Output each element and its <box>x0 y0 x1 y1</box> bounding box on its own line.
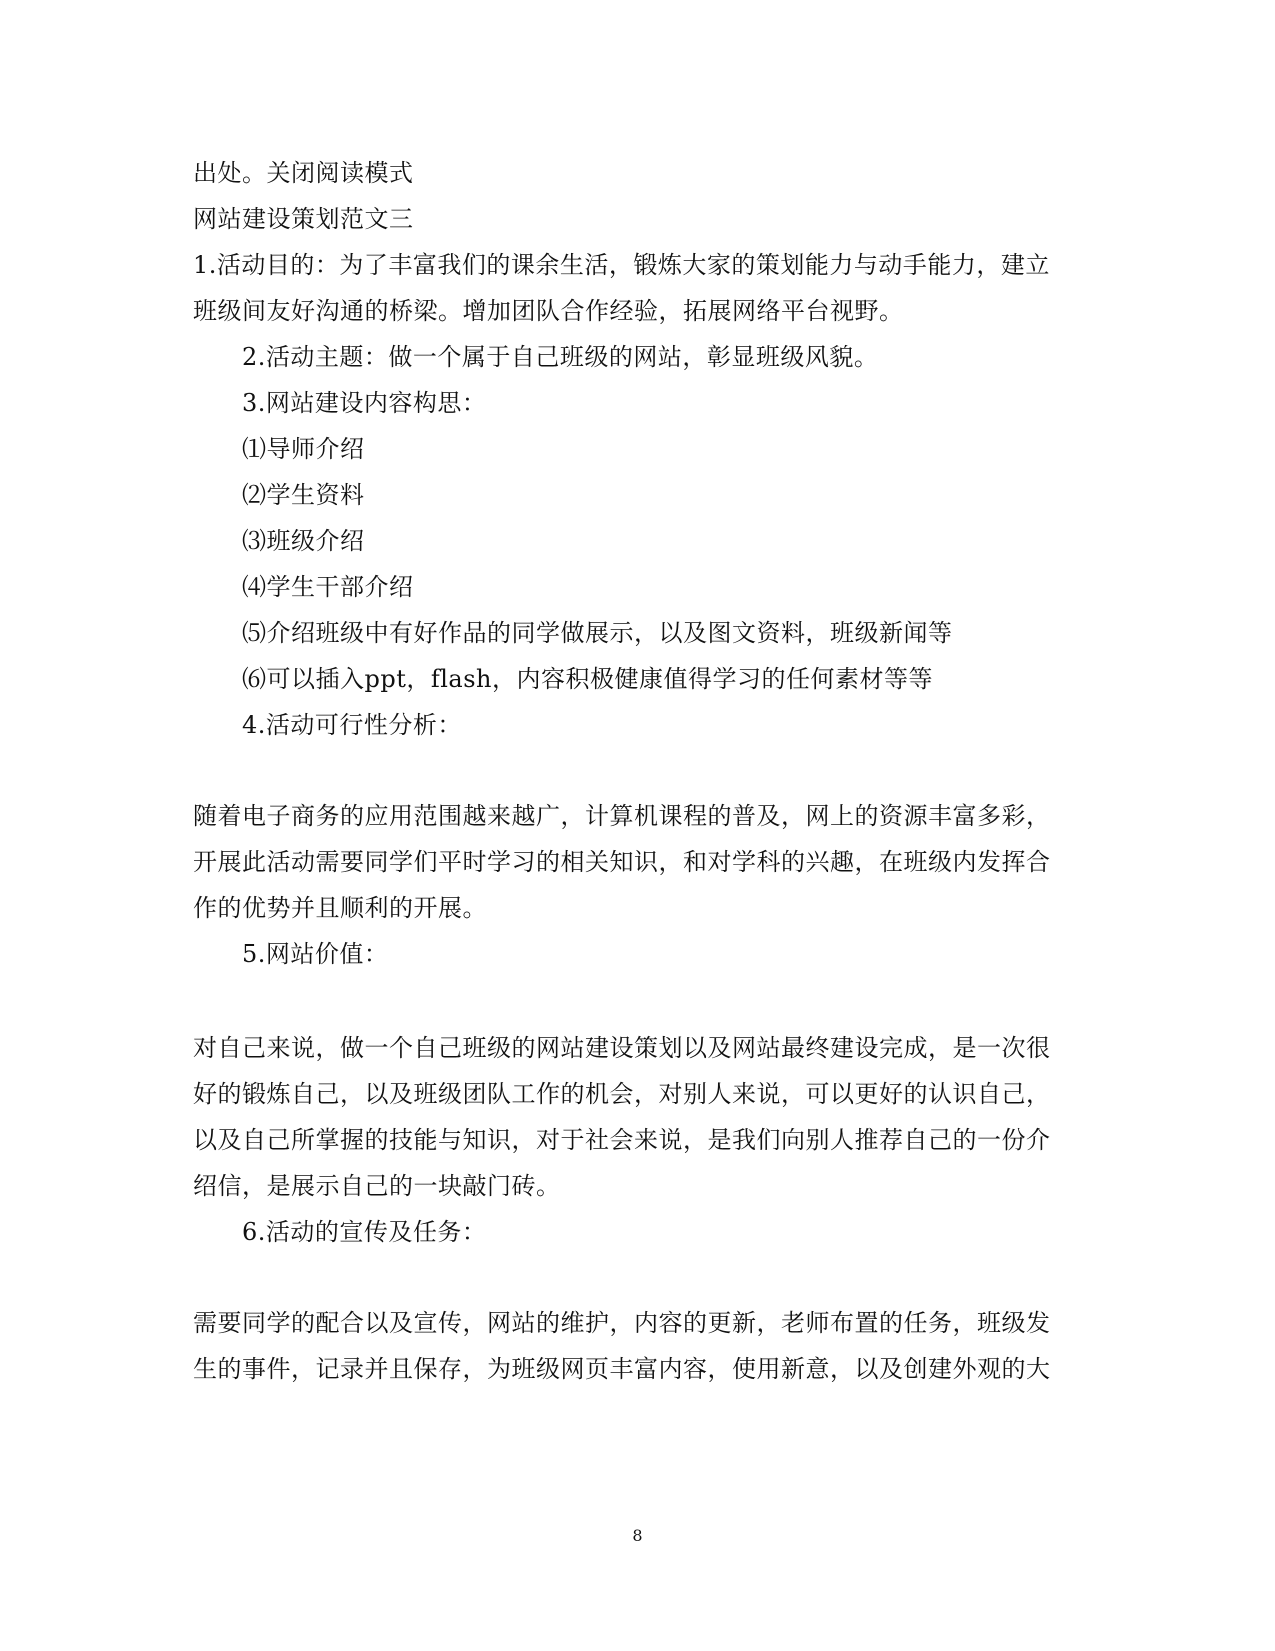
text-line: 绍信，是展示自己的一块敲门砖。 <box>193 1172 561 1200</box>
list-item: ⑴导师介绍 <box>242 435 365 463</box>
section-heading: 网站建设策划范文三 <box>193 205 414 233</box>
text-line: 开展此活动需要同学们平时学习的相关知识，和对学科的兴趣，在班级内发挥合 <box>193 848 1051 876</box>
list-item: ⑶班级介绍 <box>242 527 365 555</box>
text-line: 5.网站价值： <box>242 940 389 968</box>
text-line: 3.网站建设内容构思： <box>242 389 487 417</box>
text-line: 对自己来说，做一个自己班级的网站建设策划以及网站最终建设完成，是一次很 <box>193 1034 1051 1062</box>
text-line: 需要同学的配合以及宣传，网站的维护，内容的更新，老师布置的任务，班级发 <box>193 1309 1051 1337</box>
text-line: 以及自己所掌握的技能与知识，对于社会来说，是我们向别人推荐自己的一份介 <box>193 1126 1051 1154</box>
text-line: 1.活动目的：为了丰富我们的课余生活，锻炼大家的策划能力与动手能力，建立 <box>193 251 1050 279</box>
text-line: 作的优势并且顺利的开展。 <box>193 894 487 922</box>
text-line: 随着电子商务的应用范围越来越广，计算机课程的普及，网上的资源丰富多彩， <box>193 802 1051 830</box>
text-line: 出处。关闭阅读模式 <box>193 159 414 187</box>
page-number: 8 <box>632 1526 643 1545</box>
text-line: 生的事件，记录并且保存，为班级网页丰富内容，使用新意，以及创建外观的大 <box>193 1355 1051 1383</box>
text-line: 6.活动的宣传及任务： <box>242 1218 487 1246</box>
text-line: 班级间友好沟通的桥梁。增加团队合作经验，拓展网络平台视野。 <box>193 297 904 325</box>
list-item: ⑷学生干部介绍 <box>242 573 414 601</box>
text-line: 好的锻炼自己，以及班级团队工作的机会，对别人来说，可以更好的认识自己， <box>193 1080 1051 1108</box>
text-line: 2.活动主题：做一个属于自己班级的网站，彰显班级风貌。 <box>242 343 879 371</box>
list-item: ⑸介绍班级中有好作品的同学做展示，以及图文资料，班级新闻等 <box>242 619 953 647</box>
text-line: 4.活动可行性分析： <box>242 711 462 739</box>
list-item: ⑹可以插入ppt，flash，内容积极健康值得学习的任何素材等等 <box>242 665 934 693</box>
list-item: ⑵学生资料 <box>242 481 365 509</box>
